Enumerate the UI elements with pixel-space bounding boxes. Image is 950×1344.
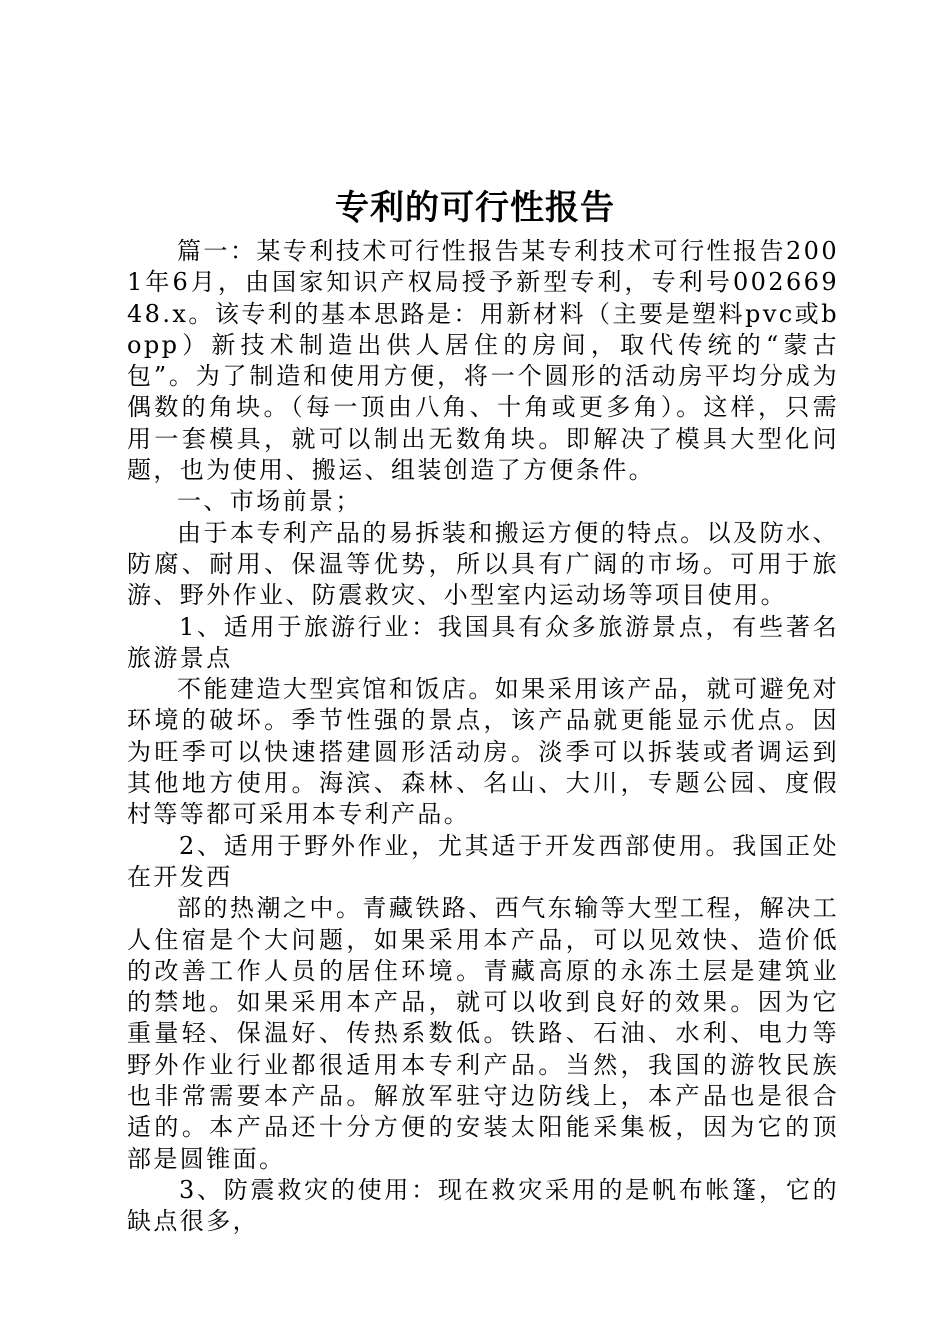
paragraph-tourism: 不能建造大型宾馆和饭店。如果采用该产品，就可避免对环境的破坏。季节性强的景点，该产品就更能显示优点。因为旺季可以快速搭建圆形活动房。淡季可以拆装或者调运到其他地方使用。海滨、森林、名山、大川，专题公园、度假村等等都可采用本专利产品。 bbox=[127, 675, 839, 829]
paragraph-fieldwork: 部的热潮之中。青藏铁路、西气东输等大型工程，解决工人住宿是个大问题，如果采用本产品，可以见效快、造价低的改善工作人员的居住环境。青藏高原的永冻土层是建筑业的禁地。如果采用本产品，就可以收到良好的效果。因为它重量轻、保温好、传热系数低。铁路、石油、水利、电力等野外作业行业都很适用本专利产品。当然，我国的游牧民族也非常需要本产品。解放军驻守边防线上，本产品也是很合适的。本产品还十分方便的安装太阳能采集板，因为它的顶部是圆锥面。 bbox=[127, 894, 839, 1173]
section-heading-market: 一、市场前景； bbox=[177, 487, 362, 516]
paragraph-intro: 篇一：某专利技术可行性报告某专利技术可行性报告2001年6月，由国家知识产权局授予新型专利，专利号00266948.x。该专利的基本思路是：用新材料（主要是塑料pvc或bopp）新技术制造出供人居住的房间，取代传统的“蒙古包”。为了制造和使用方便，将一个圆形的活动房平均分成为偶数的角块。（每一顶由八角、十角或更多角）。这样，只需用一套模具，就可以制出无数角块。即解决了模具大型化问题，也为使用、搬运、组装创造了方便条件。 bbox=[127, 237, 839, 485]
paragraph-market: 由于本专利产品的易拆装和搬运方便的特点。以及防水、防腐、耐用、保温等优势，所以具有广阔的市场。可用于旅游、野外作业、防震救灾、小型室内运动场等项目使用。 bbox=[127, 518, 839, 610]
list-item-disaster: 3、防震救灾的使用：现在救灾采用的是帆布帐篷，它的缺点很多， bbox=[127, 1175, 839, 1236]
list-item-tourism: 1、适用于旅游行业：我国具有众多旅游景点，有些著名旅游景点 bbox=[127, 612, 839, 672]
list-item-fieldwork: 2、适用于野外作业，尤其适于开发西部使用。我国正处在开发西 bbox=[127, 831, 839, 891]
document-body bbox=[127, 236, 839, 1238]
document-title: 专利的可行性报告 bbox=[335, 188, 615, 228]
